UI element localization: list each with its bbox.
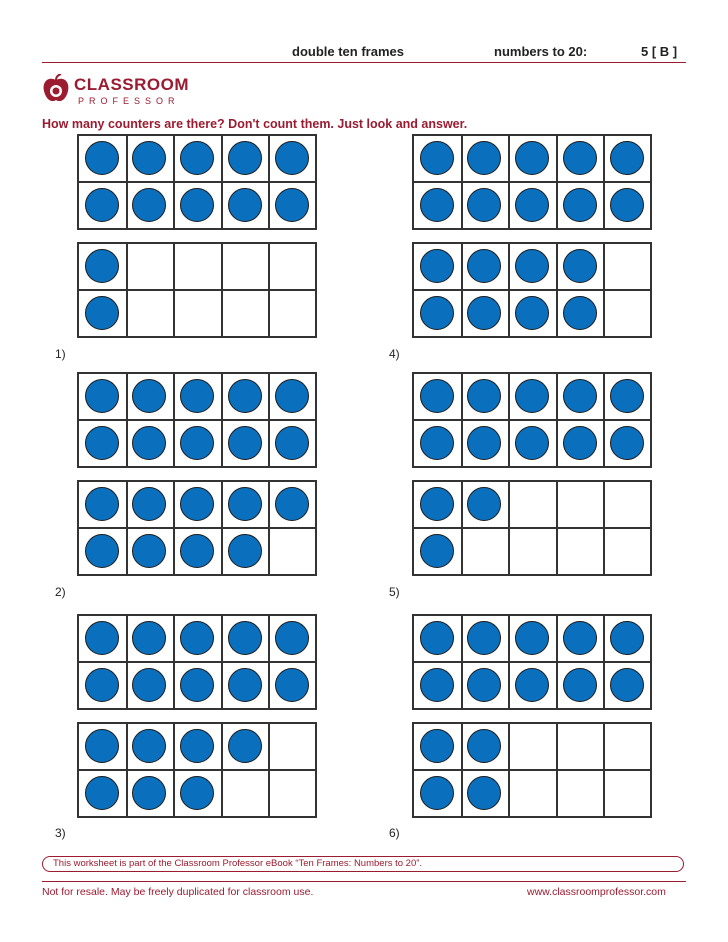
counter	[132, 379, 166, 413]
counter	[132, 487, 166, 521]
counter	[180, 729, 214, 763]
counter	[467, 621, 501, 655]
counter	[563, 621, 597, 655]
counter	[420, 621, 454, 655]
ten-frame-top	[412, 372, 652, 468]
counter	[275, 668, 309, 702]
counter	[467, 141, 501, 175]
counter	[467, 249, 501, 283]
question-number: 2)	[55, 585, 66, 599]
ten-frame-top	[77, 614, 317, 710]
question-number: 5)	[389, 585, 400, 599]
counter	[180, 141, 214, 175]
counter	[85, 379, 119, 413]
worksheet-topic: double ten frames	[292, 44, 404, 59]
counter	[563, 668, 597, 702]
counter	[132, 534, 166, 568]
ten-frame-bottom	[77, 480, 317, 576]
instruction-text: How many counters are there? Don't count them. Just look and answer.	[42, 117, 468, 131]
worksheet-range: numbers to 20:	[494, 44, 588, 59]
counter	[515, 621, 549, 655]
counter	[228, 729, 262, 763]
counter	[515, 426, 549, 460]
counter	[132, 188, 166, 222]
counter	[420, 668, 454, 702]
logo-subtitle: PROFESSOR	[78, 96, 180, 106]
counter	[420, 426, 454, 460]
counter	[85, 534, 119, 568]
copyright-notice: Not for resale. May be freely duplicated for classroom use.	[42, 886, 314, 898]
ten-frame-bottom	[412, 480, 652, 576]
website-link[interactable]: www.classroomprofessor.com	[527, 886, 666, 898]
counter	[467, 379, 501, 413]
counter	[515, 668, 549, 702]
counter	[85, 249, 119, 283]
counter	[180, 487, 214, 521]
frame-divider	[414, 661, 650, 663]
counter	[180, 621, 214, 655]
counter	[132, 668, 166, 702]
counter	[275, 379, 309, 413]
counter	[420, 249, 454, 283]
frame-divider	[79, 769, 315, 771]
ten-frame-bottom	[412, 722, 652, 818]
apple-icon	[42, 74, 70, 104]
counter	[467, 296, 501, 330]
counter	[132, 141, 166, 175]
counter	[563, 141, 597, 175]
counter	[420, 296, 454, 330]
frame-divider	[414, 527, 650, 529]
counter	[85, 141, 119, 175]
worksheet-code: 5 [ B ]	[641, 44, 678, 59]
counter	[180, 534, 214, 568]
counter	[467, 776, 501, 810]
counter	[180, 668, 214, 702]
question-number: 6)	[389, 826, 400, 840]
counter	[515, 249, 549, 283]
counter	[228, 426, 262, 460]
counter	[228, 141, 262, 175]
classroom-professor-logo	[42, 72, 189, 112]
header-divider	[42, 62, 686, 63]
counter	[515, 141, 549, 175]
frame-divider	[414, 769, 650, 771]
counter	[275, 141, 309, 175]
counter	[85, 188, 119, 222]
counter	[275, 188, 309, 222]
ebook-note-text: This worksheet is part of the Classroom Professor eBook “Ten Frames: Numbers to 20”.	[53, 858, 423, 869]
counter	[228, 621, 262, 655]
counter	[228, 487, 262, 521]
counter	[610, 668, 644, 702]
frame-divider	[79, 527, 315, 529]
counter	[85, 668, 119, 702]
question-number: 4)	[389, 347, 400, 361]
counter	[515, 379, 549, 413]
counter	[515, 188, 549, 222]
counter	[563, 379, 597, 413]
counter	[420, 534, 454, 568]
ten-frame-top	[412, 134, 652, 230]
counter	[610, 379, 644, 413]
counter	[610, 426, 644, 460]
frame-divider	[414, 289, 650, 291]
ten-frame-bottom	[412, 242, 652, 338]
counter	[180, 776, 214, 810]
ten-frame-top	[77, 372, 317, 468]
frame-divider	[79, 289, 315, 291]
footer-divider	[42, 881, 686, 882]
counter	[467, 188, 501, 222]
counter	[610, 621, 644, 655]
counter	[563, 426, 597, 460]
counter	[275, 621, 309, 655]
frame-divider	[414, 419, 650, 421]
counter	[85, 426, 119, 460]
counter	[228, 668, 262, 702]
counter	[228, 379, 262, 413]
counter	[180, 426, 214, 460]
logo-wordmark: CLASSROOM	[74, 75, 189, 94]
counter	[180, 188, 214, 222]
counter	[467, 487, 501, 521]
counter	[85, 296, 119, 330]
counter	[180, 379, 214, 413]
counter	[85, 776, 119, 810]
counter	[610, 141, 644, 175]
counter	[515, 296, 549, 330]
counter	[420, 776, 454, 810]
frame-divider	[414, 181, 650, 183]
counter	[228, 534, 262, 568]
ten-frame-bottom	[77, 722, 317, 818]
counter	[85, 487, 119, 521]
counter	[420, 141, 454, 175]
counter	[132, 426, 166, 460]
counter	[420, 487, 454, 521]
counter	[275, 426, 309, 460]
counter	[610, 188, 644, 222]
counter	[132, 776, 166, 810]
counter	[228, 188, 262, 222]
counter	[420, 729, 454, 763]
ebook-note	[42, 856, 684, 872]
counter	[563, 249, 597, 283]
ten-frame-bottom	[77, 242, 317, 338]
counter	[563, 296, 597, 330]
counter	[132, 621, 166, 655]
frame-divider	[79, 661, 315, 663]
counter	[85, 729, 119, 763]
counter	[85, 621, 119, 655]
counter	[420, 188, 454, 222]
counter	[467, 668, 501, 702]
question-number: 3)	[55, 826, 66, 840]
frame-divider	[79, 419, 315, 421]
frame-divider	[79, 181, 315, 183]
ten-frame-top	[412, 614, 652, 710]
counter	[275, 487, 309, 521]
counter	[420, 379, 454, 413]
counter	[563, 188, 597, 222]
counter	[467, 729, 501, 763]
ten-frame-top	[77, 134, 317, 230]
counter	[132, 729, 166, 763]
counter	[467, 426, 501, 460]
question-number: 1)	[55, 347, 66, 361]
